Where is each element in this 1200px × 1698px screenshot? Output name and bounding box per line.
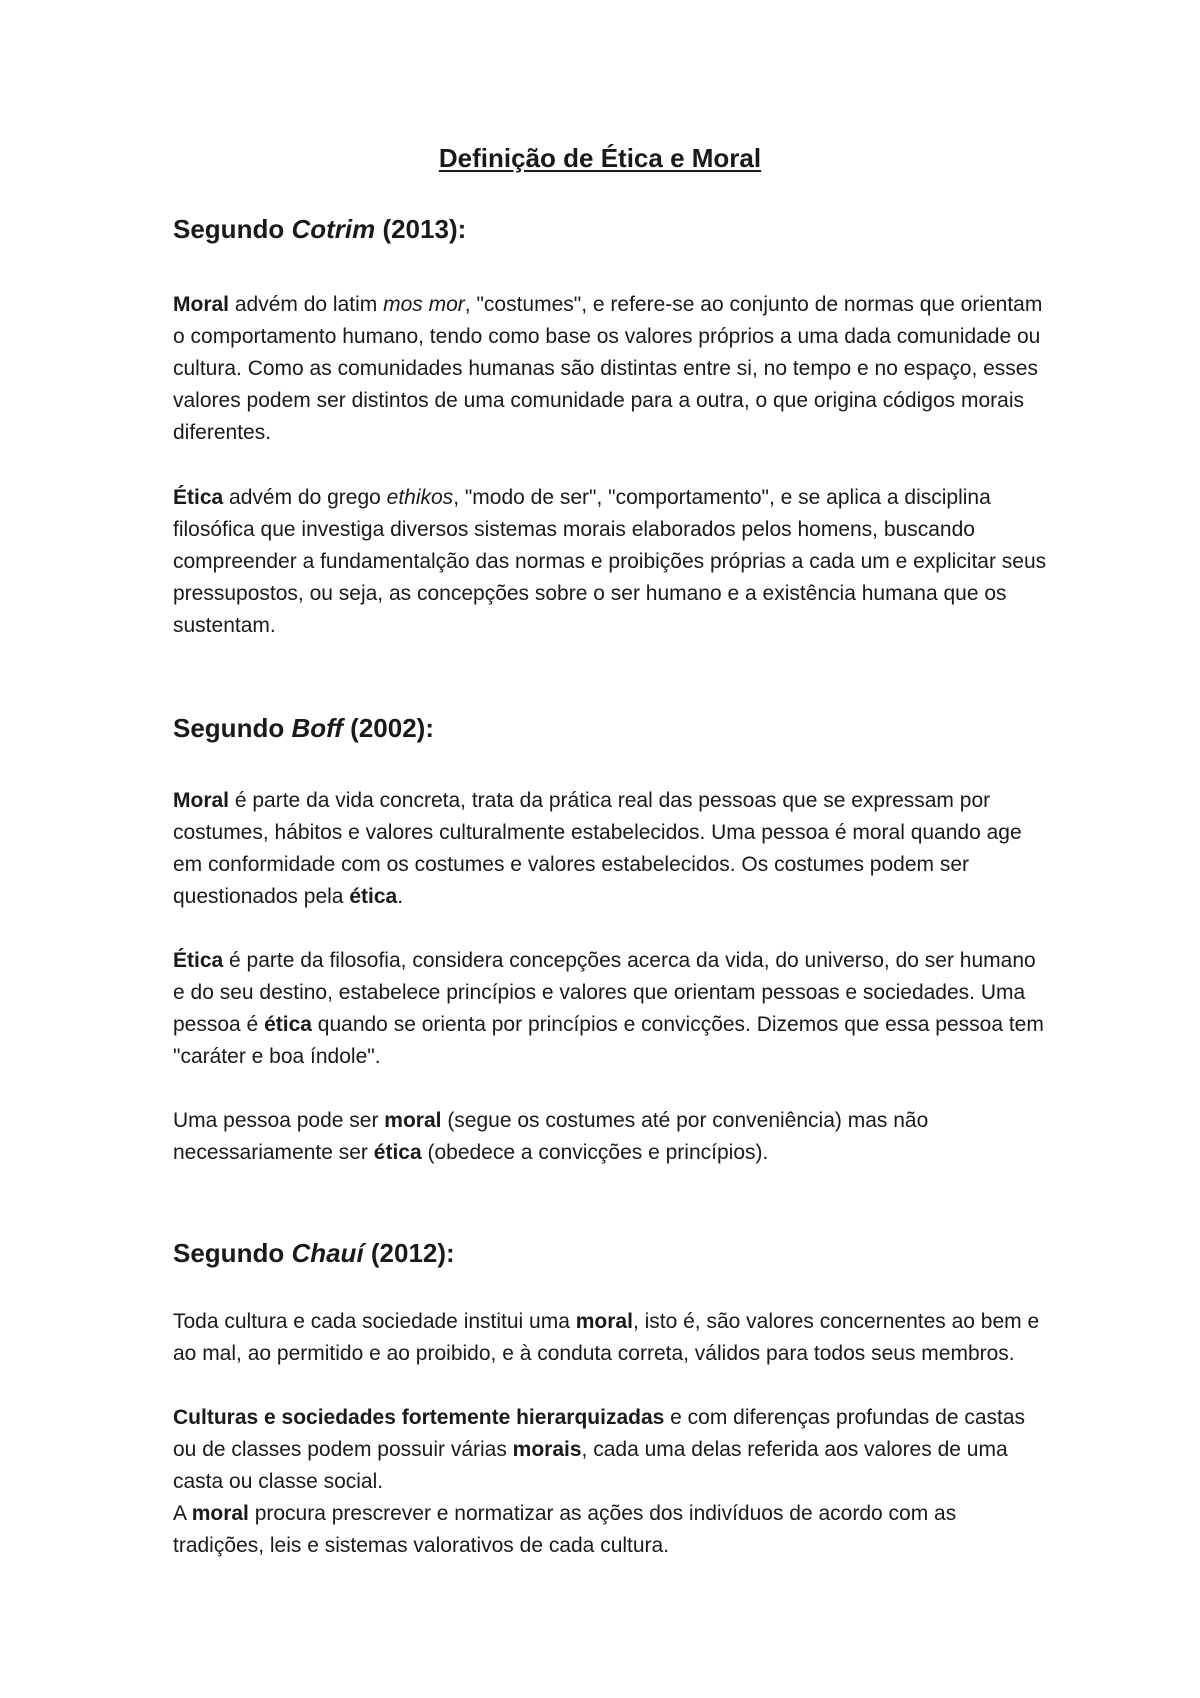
bold-term: morais [512,1438,582,1461]
chaui-paragraph-1 [173,1306,1053,1370]
document-title: Definição de Ética e Moral [438,143,762,173]
text-span: , "costumes", e refere-se ao conjunto de normas que orientam o comportamento humano, tendo como base os valores próprios a uma dada comunidade ou cultura. Como as comunidades humanas são distintas entre si, no tempo e no espaço, esses valores podem ser distintos de uma comunidade para a outra, o que origina códigos morais diferentes. [173,293,1043,444]
text-span: , cada uma delas referida aos valores de uma casta ou classe social. [173,1438,1008,1493]
latin-origin: mos mor [383,293,465,316]
bold-term: ética [349,885,398,908]
heading-prefix: Segundo [173,713,292,743]
text-span: (obedece a convicções e princípios). [421,1141,769,1164]
chaui-paragraph-2 [173,1402,1053,1498]
term-etica: Ética [173,949,224,972]
text-span: Uma pessoa pode ser [173,1109,385,1132]
text-span: é parte da filosofia, considera concepções acerca da vida, do universo, do ser humano e do seu destino, estabelece princípios e valores que orientam pessoas e sociedades. Uma pessoa é [173,949,1036,1036]
section-heading-cotrim [173,212,466,246]
text-span: (segue os costumes até por conveniência) mas não necessariamente ser [173,1109,929,1164]
text-span: . [397,885,404,908]
chaui-paragraph-3 [173,1498,1053,1562]
bold-term: ética [264,1013,312,1036]
text-span: , isto é, são valores concernentes ao bem e ao mal, ao permitido e ao proibido, e à conduta correta, válidos para todos seus membros. [173,1310,1040,1365]
boff-compare-paragraph [173,1105,1053,1169]
bold-term: moral [575,1310,633,1333]
text-span: quando se orienta por princípios e convicções. Dizemos que essa pessoa tem "caráter e boa índole". [173,1013,1044,1068]
heading-author: Boff [291,713,343,743]
bold-term: moral [384,1109,442,1132]
heading-prefix: Segundo [173,214,292,244]
text-span: é parte da vida concreta, trata da prática real das pessoas que se expressam por costumes, hábitos e valores culturalmente estabelecidos. Uma pessoa é moral quando age em conformidade com os costumes e valores estabelecidos. Os costumes podem ser questionados pela [173,789,1022,908]
text-span: e com diferenças profundas de castas ou de classes podem possuir várias [173,1406,1026,1461]
boff-etica-paragraph [173,945,1053,1073]
heading-year: (2013): [375,214,467,244]
text-span: Toda cultura e cada sociedade institui uma [173,1310,576,1333]
term-moral: Moral [173,789,230,812]
heading-year: (2002): [342,713,434,743]
term-moral: Moral [173,293,230,316]
heading-year: (2012): [363,1238,455,1268]
bold-term: Culturas e sociedades fortemente hierarquizadas [173,1406,665,1429]
term-etica: Ética [173,486,224,509]
heading-author: Cotrim [291,214,376,244]
bold-term: moral [191,1502,249,1525]
text-span: advém do grego [223,486,387,509]
cotrim-moral-paragraph [173,289,1053,449]
section-heading-boff [173,711,434,745]
bold-term: ética [373,1141,422,1164]
text-span: procura prescrever e normatizar as ações dos indivíduos de acordo com as tradições, leis e sistemas valorativos de cada cultura. [173,1502,957,1557]
section-heading-chaui [173,1236,455,1270]
text-span: advém do latim [229,293,384,316]
heading-prefix: Segundo [173,1238,292,1268]
greek-origin: ethikos [386,486,454,509]
boff-moral-paragraph [173,785,1053,913]
cotrim-etica-paragraph [173,482,1053,642]
heading-author: Chauí [291,1238,364,1268]
text-span: A [173,1502,192,1525]
text-span: , "modo de ser", "comportamento", e se aplica a disciplina filosófica que investiga diversos sistemas morais elaborados pelos homens, buscando compreender a fundamentalção das normas e proibições próprias a cada um e explicitar seus pressupostos, ou seja, as concepções sobre o ser humano e a existência humana que os sustentam. [173,486,1047,637]
